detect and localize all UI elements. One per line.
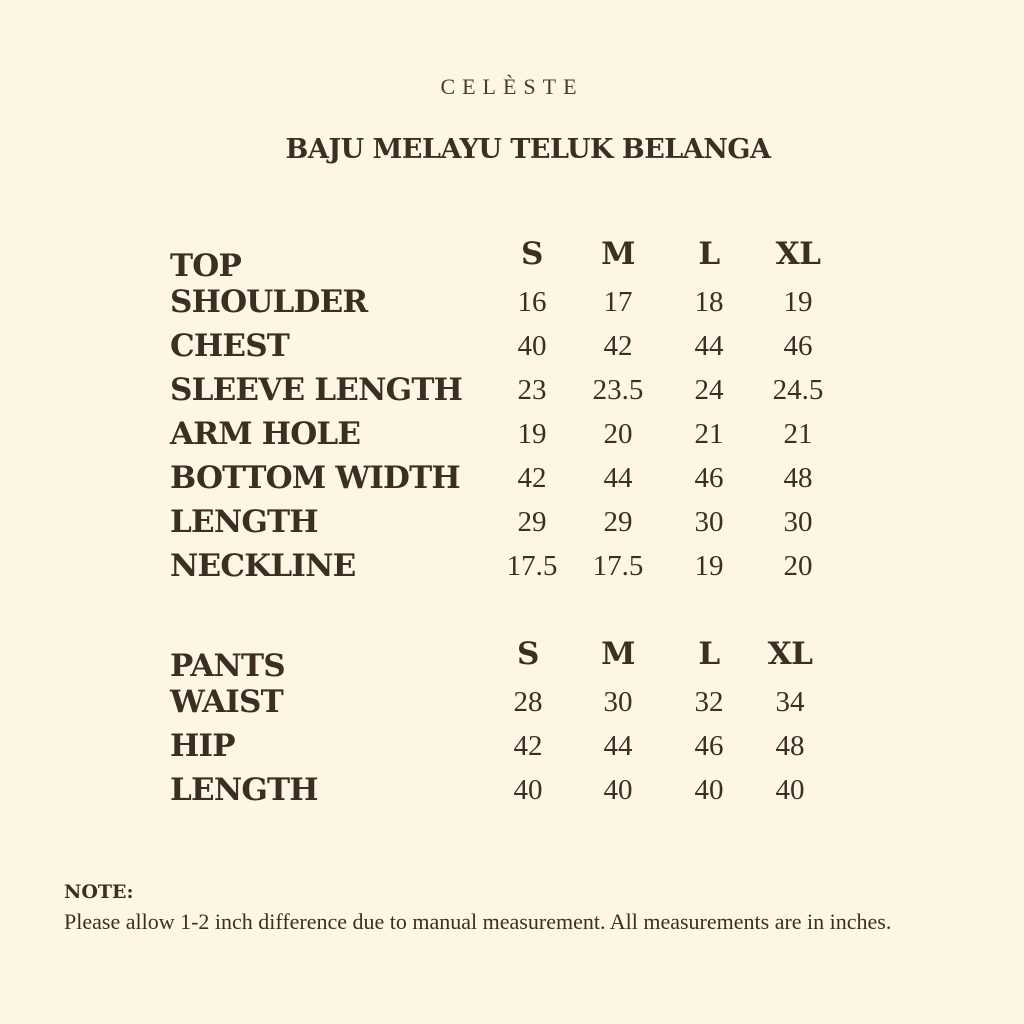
row-label: ARM HOLE xyxy=(170,416,361,452)
measurement-value: 32 xyxy=(694,686,724,718)
size-header: XL xyxy=(767,636,813,672)
measurement-value: 48 xyxy=(783,462,813,494)
size-header: M xyxy=(601,636,635,672)
measurement-value: 40 xyxy=(775,774,805,806)
note-text: Please allow 1-2 inch difference due to manual measurement. All measurements are in inches. xyxy=(64,909,892,934)
measurement-value: 16 xyxy=(517,286,547,318)
row-label: SHOULDER xyxy=(170,284,368,320)
row-label: LENGTH xyxy=(170,772,318,808)
measurement-value: 40 xyxy=(603,774,633,806)
measurement-value: 34 xyxy=(775,686,805,718)
row-label: NECKLINE xyxy=(170,548,356,584)
measurement-value: 30 xyxy=(783,506,813,538)
measurement-value: 44 xyxy=(603,730,633,762)
measurement-value: 23 xyxy=(517,374,547,406)
measurement-value: 29 xyxy=(603,506,633,538)
measurement-value: 24.5 xyxy=(772,374,824,406)
measurement-value: 42 xyxy=(517,462,547,494)
size-header: M xyxy=(601,236,635,272)
measurement-value: 44 xyxy=(694,330,724,362)
measurement-value: 42 xyxy=(513,730,543,762)
measurement-value: 24 xyxy=(694,374,724,406)
measurement-value: 29 xyxy=(517,506,547,538)
measurement-value: 18 xyxy=(694,286,724,318)
measurement-value: 17.5 xyxy=(506,550,558,582)
row-label: HIP xyxy=(170,728,235,764)
measurement-value: 19 xyxy=(517,418,547,450)
measurement-value: 20 xyxy=(783,550,813,582)
row-label: CHEST xyxy=(170,328,290,364)
measurement-value: 21 xyxy=(694,418,724,450)
measurement-value: 19 xyxy=(783,286,813,318)
measurement-value: 42 xyxy=(603,330,633,362)
size-header: L xyxy=(698,236,720,272)
measurement-value: 19 xyxy=(694,550,724,582)
size-header: S xyxy=(517,636,539,672)
measurement-value: 17 xyxy=(603,286,633,318)
measurement-value: 46 xyxy=(783,330,813,362)
measurement-note xyxy=(64,878,964,936)
measurement-value: 30 xyxy=(694,506,724,538)
measurement-value: 21 xyxy=(783,418,813,450)
measurement-value: 17.5 xyxy=(592,550,644,582)
measurement-value: 40 xyxy=(513,774,543,806)
measurement-value: 28 xyxy=(513,686,543,718)
measurement-value: 48 xyxy=(775,730,805,762)
measurement-value: 20 xyxy=(603,418,633,450)
size-header: L xyxy=(698,636,720,672)
measurement-value: 40 xyxy=(517,330,547,362)
row-label: BOTTOM WIDTH xyxy=(170,460,460,496)
row-label: WAIST xyxy=(170,684,283,720)
row-label: SLEEVE LENGTH xyxy=(170,372,463,408)
page-title: BAJU MELAYU TELUK BELANGA xyxy=(285,134,771,165)
measurement-value: 46 xyxy=(694,730,724,762)
brand-name: CELÈSTE xyxy=(440,74,584,99)
section-header-top: TOP xyxy=(170,248,241,284)
size-header: S xyxy=(521,236,543,272)
measurement-value: 46 xyxy=(694,462,724,494)
note-title: NOTE: xyxy=(64,881,134,903)
row-label: LENGTH xyxy=(170,504,318,540)
section-header-pants: PANTS xyxy=(170,648,285,684)
measurement-value: 44 xyxy=(603,462,633,494)
measurement-value: 30 xyxy=(603,686,633,718)
size-header: XL xyxy=(775,236,821,272)
measurement-value: 23.5 xyxy=(592,374,644,406)
measurement-value: 40 xyxy=(694,774,724,806)
